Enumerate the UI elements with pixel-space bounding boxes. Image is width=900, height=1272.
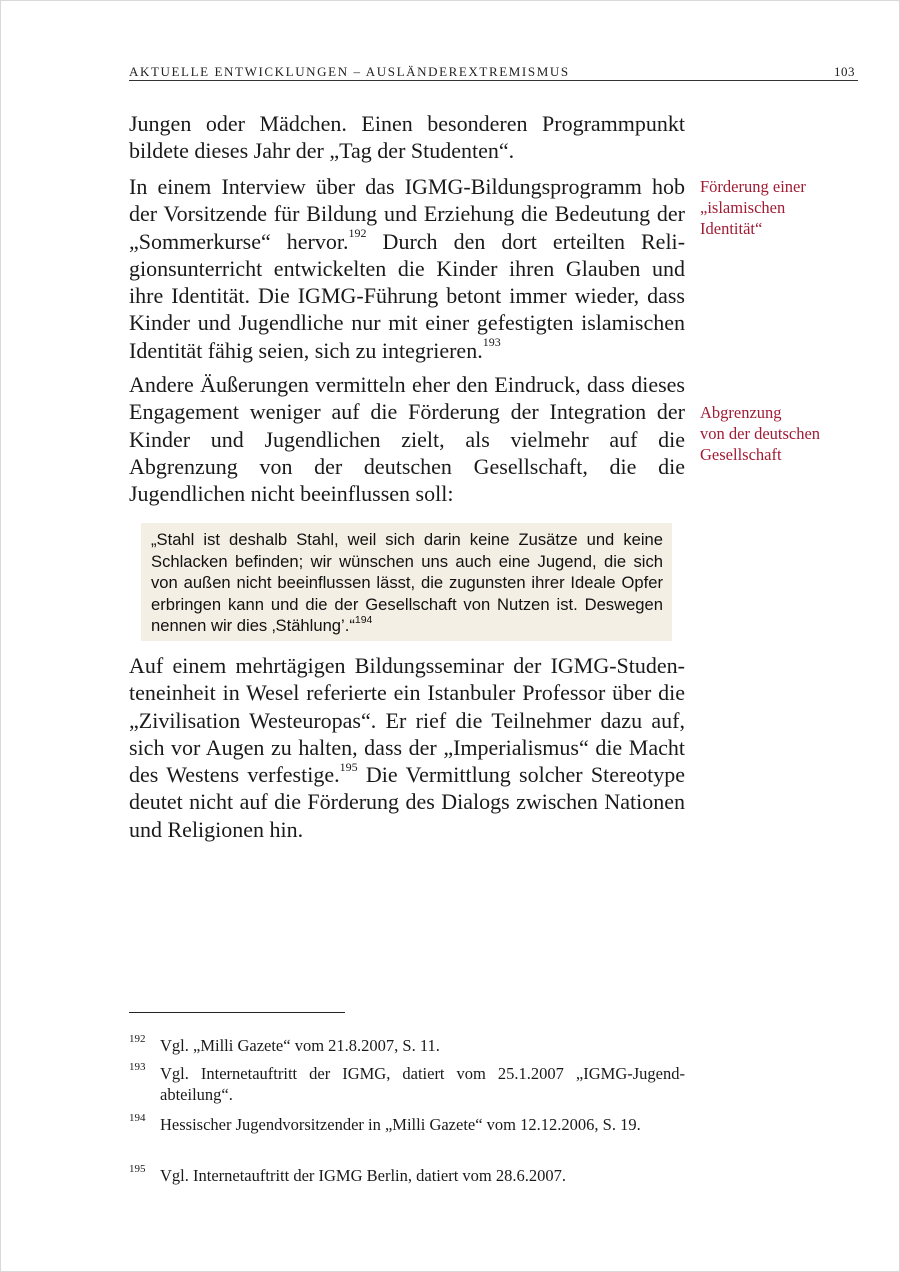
paragraph-4-text-a: Auf einem mehrtägigen Bildungsseminar der IGMG-Studenteneinheit in Wesel referierte ein Istanbuler Professor über die „Zivilisation Westeuropas“. Er rief die Teilnehmer dazu auf, sich vor Augen zu halten, dass der „Imperialismus“ die Macht des Westens verfestige.	[129, 653, 685, 788]
margin-note-1-line-2: „islamischen	[700, 198, 786, 217]
footnote-ref-193[interactable]: 193	[482, 335, 501, 350]
running-title: AKTUELLE ENTWICKLUNGEN – AUSLÄNDEREXTREMISMUS	[129, 64, 570, 79]
footnote-193	[129, 1063, 685, 1105]
margin-note-1-line-1: Förderung einer	[700, 177, 806, 196]
paragraph-3	[129, 371, 685, 507]
footnote-text: Vgl. „Milli Gazete“ vom 21.8.2007, S. 11.	[160, 1036, 440, 1055]
margin-note-2-line-3: Gesellschaft	[700, 445, 782, 464]
paragraph-2	[129, 173, 685, 364]
running-header	[129, 64, 857, 80]
footnote-text: Vgl. Internetauftritt der IGMG, datiert vom 25.1.2007 „IGMG-Jugendabteilung“.	[160, 1064, 685, 1104]
blockquote	[151, 529, 663, 637]
margin-note-identity	[700, 176, 850, 239]
footnote-text: Hessischer Jugendvorsitzender in „Milli Gazete“ vom 12.12.2006, S. 19.	[160, 1115, 641, 1134]
footnote-separator	[129, 1012, 345, 1013]
header-rule	[129, 80, 858, 81]
paragraph-3-text: Andere Äußerungen vermitteln eher den Eindruck, dass dieses Engagement weniger auf die Förderung der Integration der Kinder und Jugendlichen zielt, als vielmehr auf die Abgrenzung von der deutschen Gesellschaft, die die Jugendlichen nicht beeinflussen soll:	[129, 372, 685, 507]
margin-note-2-line-1: Abgrenzung	[700, 403, 782, 422]
paragraph-4	[129, 652, 685, 843]
footnote-ref-194[interactable]: 194	[354, 613, 373, 626]
footnote-194	[129, 1114, 685, 1135]
paragraph-2-text-b: Durch den dort erteilten Religionsunterricht entwickelten die Kinder ihren Glauben und ihre Identität. Die IGMG-Führung betont immer wieder, dass Kinder und Jugendliche nur mit einer gefestigten islamischen Identität fähig seien, sich zu integrieren.	[129, 228, 686, 363]
margin-note-1-line-3: Identität“	[700, 219, 763, 238]
margin-note-separation	[700, 402, 850, 465]
footnote-number: 195	[129, 1163, 146, 1175]
paragraph-4-text-b: Die Vermittlung solcher Stereotype deutet nicht auf die Förderung des Dialogs zwischen Nationen und Religionen hin.	[129, 762, 685, 842]
footnote-number: 192	[129, 1033, 146, 1045]
footnote-ref-192[interactable]: 192	[348, 226, 367, 241]
footnote-192	[129, 1035, 685, 1056]
page-number: 103	[834, 64, 855, 79]
footnote-text: Vgl. Internetauftritt der IGMG Berlin, datiert vom 28.6.2007.	[160, 1166, 566, 1185]
footnote-ref-195[interactable]: 195	[339, 759, 358, 774]
paragraph-2-text-a: In einem Interview über das IGMG-Bildungsprogramm hob der Vorsitzende für Bildung und Erziehung die Bedeutung der „Sommerkurse“ hervor.	[129, 174, 685, 254]
blockquote-text: „Stahl ist deshalb Stahl, weil sich darin keine Zusätze und keine Schlacken befinden; wir wünschen uns auch eine Jugend, die sich von außen nicht beeinflussen lässt, die zugunsten ihrer Ideale Opfer erbringen kann und die der Gesellschaft von Nutzen ist. Deswegen nennen wir dies ‚Stählung’.“	[151, 530, 663, 636]
blockquote-box	[141, 523, 672, 641]
footnote-195	[129, 1165, 685, 1186]
footnote-number: 194	[129, 1112, 146, 1124]
paragraph-1	[129, 110, 685, 165]
margin-note-2-line-2: von der deutschen	[700, 424, 821, 443]
paragraph-1-text: Jungen oder Mädchen. Einen besonderen Programmpunkt bildete dieses Jahr der „Tag der Studenten“.	[129, 111, 685, 164]
footnote-number: 193	[129, 1061, 146, 1073]
